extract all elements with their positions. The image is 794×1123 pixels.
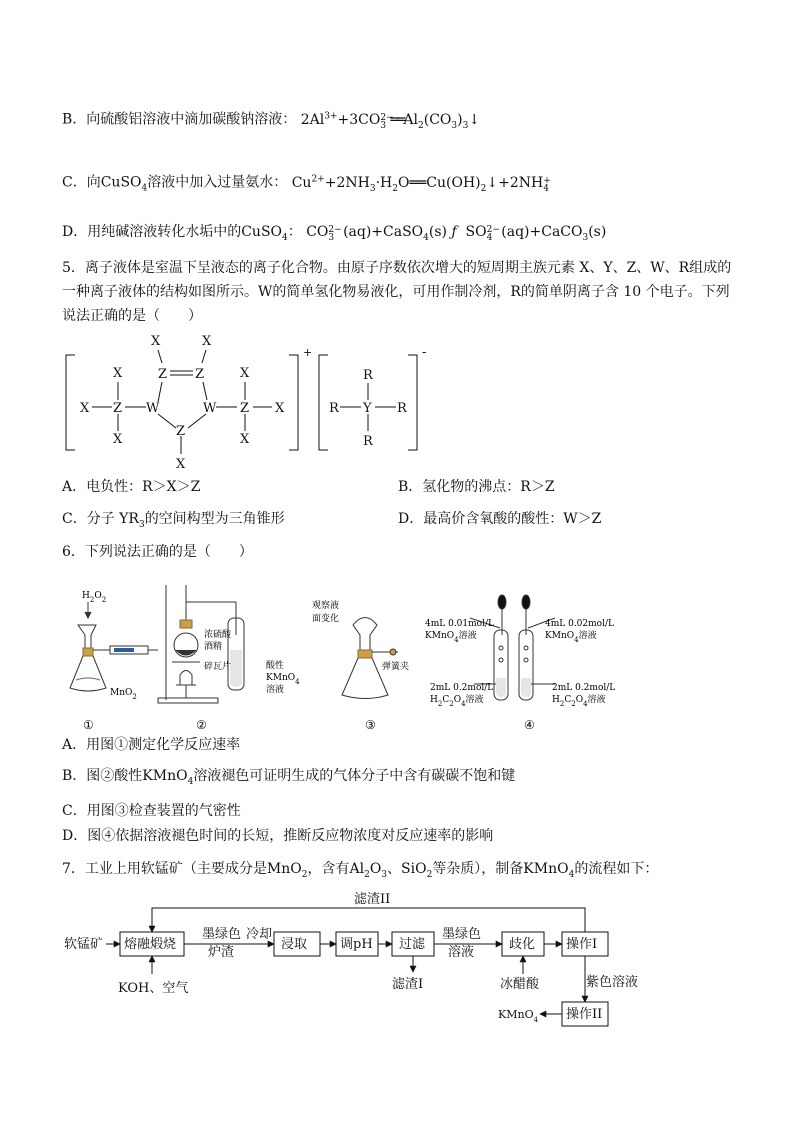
label-adjust-ph: 调pH (340, 937, 373, 952)
label-dark-green-2: 墨绿色 (442, 927, 482, 942)
fig3-number: ③ (365, 718, 376, 732)
fig4-top-left-conc: 4mL 0.01mol/L (425, 619, 494, 629)
figure-2 (158, 585, 244, 703)
q6-apparatus-figures (0, 580, 794, 735)
fig3-label1: 观察液 (312, 601, 340, 611)
label-fusion-roasting: 熔融煅烧 (124, 937, 177, 952)
fig4-bottom-right-reagent: $H_2C_2O_4$溶液 (552, 695, 606, 708)
fig2-number: ② (196, 718, 207, 732)
q5-option-c: C．分子 $YR_3$的空间构型为三角锥形 (62, 511, 285, 530)
atom-r: R (329, 401, 339, 416)
fig4-top-left-reagent: KMnO$_4$溶液 (425, 631, 477, 644)
option-d-equation: CO 2− $_3$ (aq)+CaSO$_4$(s) ƒ SO 2− $_4$ (aq)+CaCO$_3$(s) (306, 224, 607, 243)
atom-x: X (240, 366, 250, 381)
input-pyrolusite: 软锰矿 (64, 937, 104, 952)
atom-z: Z (158, 367, 168, 382)
q5-stem-line3: 说法正确的是（ ） (62, 308, 202, 324)
atom-x: X (113, 366, 123, 381)
label-cooling: 冷却 (246, 927, 273, 942)
atom-x: X (202, 334, 212, 349)
fig1-number: ① (83, 718, 94, 732)
atom-x: X (151, 334, 161, 349)
label-residue-2: 滤渣II (354, 892, 391, 907)
atom-x: X (176, 457, 186, 470)
fig1-mno2: MnO$_2$ (110, 688, 137, 701)
atom-r: R (397, 401, 407, 416)
figure-1 (70, 602, 158, 691)
q5-stem-line2: 一种离子液体的结构如图所示。W的简单氢化物易液化，可用作制冷剂，R的简单阴离子含 10 个电子。下列 (62, 284, 730, 300)
q6-option-d: D．图④依据溶液褪色时间的长短，推断反应物浓度对反应速率的影响 (62, 828, 494, 844)
q6-stem: 6．下列说法正确的是（ ） (62, 544, 253, 560)
q7-stem: 7．工业上用软锰矿（主要成分是MnO$_2$，含有$Al_2O_3$、SiO$_2$等杂质），制备KMnO$_4$的流程如下： (62, 861, 659, 880)
atom-x: X (80, 401, 90, 416)
option-c-line: C．向CuSO$_4$溶液中加入过量氨水： $Cu^{2+}+2NH_3\cdot H_2O══Cu(OH)_2↓+2NH$ + $_4$ (62, 174, 551, 194)
q5-stem-line1: 5．离子液体是室温下呈液态的离子化合物。由原子序数依次增大的短周期主族元素 X、Y、Z、W、R组成的 (62, 260, 732, 276)
option-d-line: D．用纯碱溶液转化水垢中的CuSO$_4$： CO 2− $_3$ (aq)+CaSO$_4$(s) ƒ SO 2− $_4$ (aq)+CaCO$_3$(s) (62, 224, 607, 243)
figure-3 (342, 618, 398, 699)
fig3-label2: 面变化 (312, 614, 340, 624)
label-glacial-acetic-acid: 冰醋酸 (500, 977, 540, 992)
fig4-bottom-left-conc: 2mL 0.2mol/L (430, 683, 494, 693)
option-b-equation: $2Al^{3+}+3CO$ 2− $_3$ $══Al_2(CO_3)_3↓$ (300, 111, 481, 131)
q6-option-b: B．图②酸性KMnO$_4$溶液褪色可证明生成的气体分子中含有碳碳不饱和键 (62, 768, 516, 787)
label-filter: 过滤 (399, 937, 426, 952)
fig4-number: ④ (524, 718, 535, 732)
fig2-label-acidic: 酸性 (266, 661, 285, 671)
atom-z: Z (113, 401, 123, 416)
atom-y: Y (363, 401, 372, 416)
label-dark-green: 墨绿色 (202, 927, 242, 942)
fig4-bottom-right-conc: 2mL 0.2mol/L (552, 683, 616, 693)
label-residue-1: 滤渣I (392, 977, 424, 992)
fig4-top-right-conc: 4mL 0.02mol/L (545, 619, 614, 629)
kmno4-process-flowchart (0, 890, 794, 1040)
atom-x: X (113, 432, 123, 447)
q5-option-b: B．氢化物的沸点：R＞Z (398, 479, 555, 495)
q6-option-a: A．用图①测定化学反应速率 (62, 737, 241, 753)
atom-z: Z (176, 424, 186, 439)
anion-charge: - (422, 345, 427, 360)
fig4-bottom-left-reagent: $H_2C_2O_4$溶液 (430, 695, 484, 708)
label-operation-1: 操作I (566, 937, 598, 952)
fig2-label-solution: 溶液 (266, 685, 285, 695)
label-operation-2: 操作II (566, 1007, 603, 1022)
fig2-label-alcohol: 酒精 (204, 642, 223, 652)
fig1-h2o2: $H_2O_2$ (82, 591, 107, 604)
label-solution: 溶液 (448, 945, 475, 960)
fig4-top-right-reagent: KMnO$_4$溶液 (545, 631, 597, 644)
q5-option-d: D．最高价含氧酸的酸性：W＞Z (398, 511, 602, 527)
atom-z: Z (240, 401, 250, 416)
label-disproportionation: 歧化 (509, 937, 536, 952)
option-c-equation: $Cu^{2+}+2NH_3\cdot H_2O══Cu(OH)_2↓+2NH$ + $_4$ (291, 174, 551, 194)
label-purple-solution: 紫色溶液 (586, 975, 639, 990)
atom-w: W (146, 401, 160, 416)
atom-x: X (240, 432, 250, 447)
atom-r: R (363, 434, 373, 449)
atom-z: Z (195, 367, 205, 382)
atom-x: X (275, 401, 285, 416)
q5-option-a: A．电负性：R＞X＞Z (62, 479, 201, 495)
atom-w: W (203, 401, 217, 416)
label-kmno4-product: KMnO$_4$ (498, 1008, 539, 1024)
cation-charge: + (303, 346, 313, 359)
label-leaching: 浸取 (281, 937, 308, 952)
ionic-liquid-structure (0, 330, 794, 470)
fig2-label-tile: 碎瓦片 (204, 662, 232, 672)
fig2-label-kmno4: KMnO$_4$ (266, 673, 300, 686)
option-b-line (62, 106, 480, 135)
option-b-label: B．向硫酸铝溶液中滴加碳酸钠溶液： (62, 111, 297, 128)
label-koh-air: KOH、空气 (118, 981, 189, 996)
q6-option-c: C．用图③检查装置的气密性 (62, 803, 241, 819)
label-slag: 炉渣 (208, 945, 235, 960)
fig2-label-acid: 浓硫酸 (204, 630, 232, 640)
atom-r: R (363, 368, 373, 383)
fig3-clip-label: 弹簧夹 (382, 662, 410, 672)
